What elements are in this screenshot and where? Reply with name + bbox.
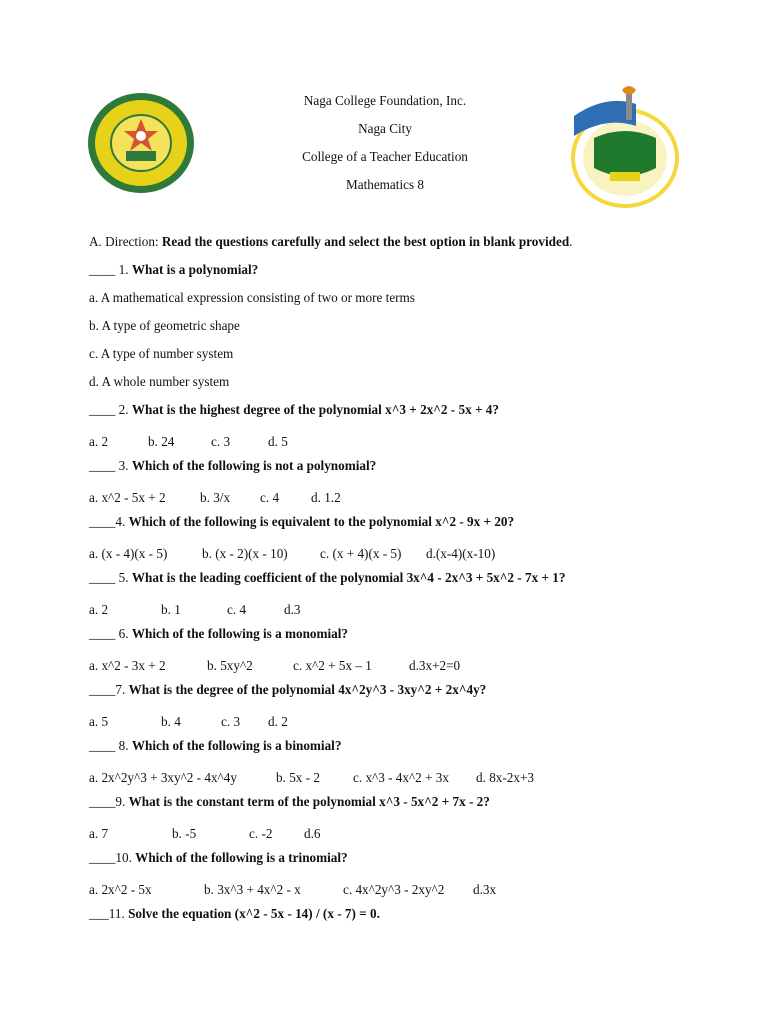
- option-a: a. x^2 - 5x + 2: [89, 490, 166, 505]
- option-c: c. x^2 + 5x – 1: [293, 658, 372, 673]
- question-9: [89, 792, 729, 820]
- question-number: 4.: [115, 514, 129, 529]
- option-c: c. x^3 - 4x^2 + 3x: [353, 770, 449, 785]
- options-row: [89, 820, 729, 848]
- options-row: [89, 764, 729, 792]
- option-d: d.3x+2=0: [409, 658, 461, 673]
- college-name: College of a Teacher Education: [302, 149, 468, 164]
- direction-line: [89, 232, 729, 260]
- question-number: 8.: [115, 738, 132, 753]
- question-text: Which of the following is a trinomial?: [135, 850, 348, 865]
- question-text: What is a polynomial?: [131, 262, 259, 277]
- option-a: a. 7: [89, 826, 109, 841]
- question-number: 10.: [115, 850, 136, 865]
- question-10: [89, 848, 729, 876]
- option-b: b. 3/x: [200, 490, 231, 505]
- answer-blank[interactable]: ____: [89, 850, 116, 865]
- option-c: c. 3: [211, 434, 231, 449]
- option-d: d.3x: [473, 882, 497, 897]
- naga-college-foundation-seal: [86, 91, 196, 195]
- question-6: [89, 624, 729, 652]
- option-b: b. (x - 2)(x - 10): [202, 546, 288, 561]
- subject-title: Mathematics 8: [345, 177, 424, 192]
- question-1: [89, 260, 729, 288]
- options-row: [89, 876, 729, 904]
- question-text: What is the constant term of the polynomial x^3 - 5x^2 + 7x - 2?: [128, 794, 490, 809]
- answer-blank[interactable]: ___: [89, 906, 109, 921]
- question-5: [89, 568, 729, 596]
- question-number: 5.: [115, 570, 132, 585]
- answer-blank[interactable]: ____: [89, 262, 116, 277]
- option-c: c. (x + 4)(x - 5): [320, 546, 402, 561]
- question-text: What is the highest degree of the polynomial x^3 + 2x^2 - 5x + 4?: [131, 402, 499, 417]
- option-c: c. 3: [221, 714, 241, 729]
- option-b: b. -5: [172, 826, 197, 841]
- document-header: [0, 0, 768, 230]
- question-number: 6.: [115, 626, 132, 641]
- option-a: a. x^2 - 3x + 2: [89, 658, 166, 673]
- question-number: 9.: [115, 794, 129, 809]
- worksheet-body: [89, 232, 729, 932]
- question-text: Which of the following is a monomial?: [131, 626, 348, 641]
- option-d: d. 2: [268, 714, 288, 729]
- options-row: [89, 708, 729, 736]
- options-row: [89, 428, 729, 456]
- option-d: d.6: [304, 826, 321, 841]
- answer-blank[interactable]: ____: [89, 738, 116, 753]
- question-2: [89, 400, 729, 428]
- institution-name: Naga College Foundation, Inc.: [303, 93, 467, 108]
- option-a: a. A mathematical expression consisting of two or more terms: [89, 290, 415, 305]
- question-text: Solve the equation (x^2 - 5x - 14) / (x - 7) = 0.: [128, 906, 380, 921]
- cted-seal: [566, 86, 684, 208]
- option-a: a. 2x^2y^3 + 3xy^2 - 4x^4y: [89, 770, 237, 785]
- answer-blank[interactable]: ____: [89, 626, 116, 641]
- option-d: d. 1.2: [311, 490, 341, 505]
- direction-text: Read the questions carefully and select the best option in blank provided: [161, 234, 570, 249]
- question-text: Which of the following is not a polynomial?: [131, 458, 377, 473]
- question-text: What is the leading coefficient of the polynomial 3x^4 - 2x^3 + 5x^2 - 7x + 1?: [131, 570, 566, 585]
- option-d: d. 5: [268, 434, 288, 449]
- question-8: [89, 736, 729, 764]
- answer-blank[interactable]: ____: [89, 458, 116, 473]
- option-b: b. 5xy^2: [207, 658, 253, 673]
- question-11: [89, 904, 729, 932]
- option-d: d.3: [284, 602, 301, 617]
- option-d: d.(x-4)(x-10): [426, 546, 496, 561]
- question-number: 1.: [115, 262, 132, 277]
- direction-suffix: .: [569, 234, 573, 249]
- question-number: 7.: [115, 682, 129, 697]
- option-a: a. 2: [89, 434, 109, 449]
- option-d: d. 8x-2x+3: [476, 770, 534, 785]
- option-a: a. 5: [89, 714, 109, 729]
- question-text: What is the degree of the polynomial 4x^2y^3 - 3xy^2 + 2x^4y?: [128, 682, 487, 697]
- options-row: [89, 596, 729, 624]
- option-a: a. 2x^2 - 5x: [89, 882, 152, 897]
- question-number: 2.: [115, 402, 132, 417]
- option-b: b. A type of geometric shape: [89, 318, 240, 333]
- options-row: [89, 652, 729, 680]
- option-b: b. 4: [161, 714, 181, 729]
- question-3: [89, 456, 729, 484]
- option-a: a. 2: [89, 602, 109, 617]
- option-b: b. 5x - 2: [276, 770, 320, 785]
- option-c: c. 4x^2y^3 - 2xy^2: [343, 882, 445, 897]
- question-number: 3.: [115, 458, 132, 473]
- option-b: b. 3x^3 + 4x^2 - x: [204, 882, 301, 897]
- direction-prefix: A. Direction:: [89, 234, 162, 249]
- option-d: d. A whole number system: [89, 374, 230, 389]
- option-c: c. -2: [249, 826, 273, 841]
- question-7: [89, 680, 729, 708]
- question-number: 11.: [108, 906, 129, 921]
- option-c: c. A type of number system: [89, 346, 234, 361]
- option-c: c. 4: [227, 602, 247, 617]
- answer-blank[interactable]: ____: [89, 402, 116, 417]
- option-b: b. 1: [161, 602, 181, 617]
- option-b: b. 24: [148, 434, 175, 449]
- answer-blank[interactable]: ____: [89, 794, 116, 809]
- question-text: Which of the following is a binomial?: [131, 738, 342, 753]
- option-a: a. (x - 4)(x - 5): [89, 546, 168, 561]
- institution-city: Naga City: [358, 121, 412, 136]
- question-4: [89, 512, 729, 540]
- options-row: [89, 540, 729, 568]
- institution-heading: [230, 91, 540, 203]
- question-text: Which of the following is equivalent to the polynomial x^2 - 9x + 20?: [128, 514, 515, 529]
- answer-blank[interactable]: ____: [89, 682, 116, 697]
- options-row: [89, 484, 729, 512]
- answer-blank[interactable]: ____: [89, 570, 116, 585]
- answer-blank[interactable]: ____: [89, 514, 116, 529]
- option-c: c. 4: [260, 490, 280, 505]
